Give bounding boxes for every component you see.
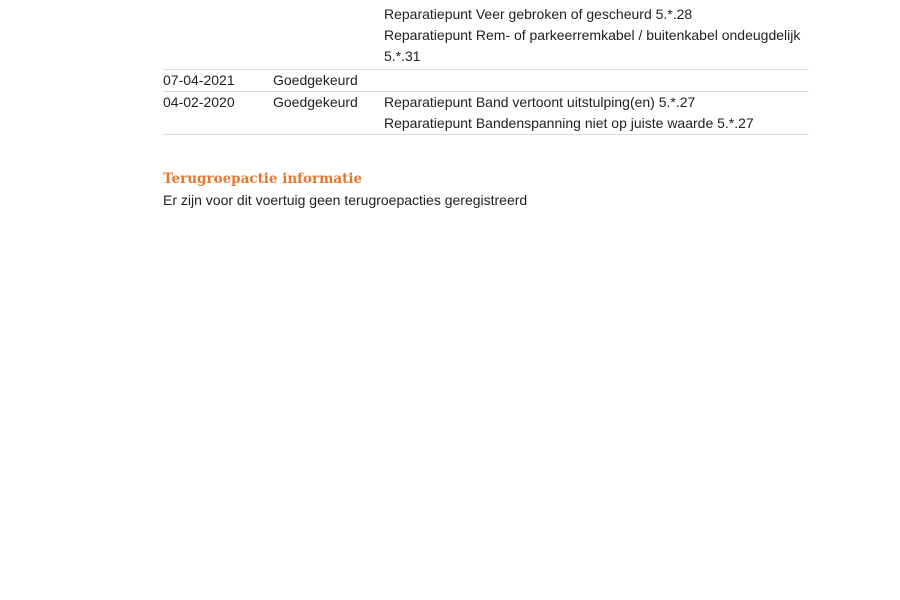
repair-item: Reparatiepunt Veer gebroken of gescheurd 5.*.28	[384, 6, 693, 22]
table-row	[163, 70, 809, 92]
inspection-result: Goedgekeurd	[273, 94, 358, 110]
table-row	[163, 0, 809, 70]
recall-section	[163, 169, 809, 211]
repair-item: Reparatiepunt Bandenspanning niet op juiste waarde 5.*.27	[384, 115, 754, 131]
recall-heading: Terugroepactie informatie	[163, 171, 363, 187]
inspection-history-table	[163, 0, 809, 135]
table-row	[163, 92, 809, 135]
cut-off-text-fragment	[384, 0, 392, 3]
inspection-result: Goedgekeurd	[273, 72, 358, 88]
repair-item: Reparatiepunt Rem- of parkeerremkabel / buitenkabel ondeugdelijk 5.*.31	[384, 27, 801, 64]
inspection-date: 04-02-2020	[163, 94, 235, 110]
inspection-items	[384, 4, 809, 67]
inspection-items	[384, 92, 809, 134]
inspection-date: 07-04-2021	[163, 72, 235, 88]
recall-status-text: Er zijn voor dit voertuig geen terugroepacties geregistreerd	[163, 192, 528, 208]
repair-item: Reparatiepunt Band vertoont uitstulping(en) 5.*.27	[384, 94, 696, 110]
